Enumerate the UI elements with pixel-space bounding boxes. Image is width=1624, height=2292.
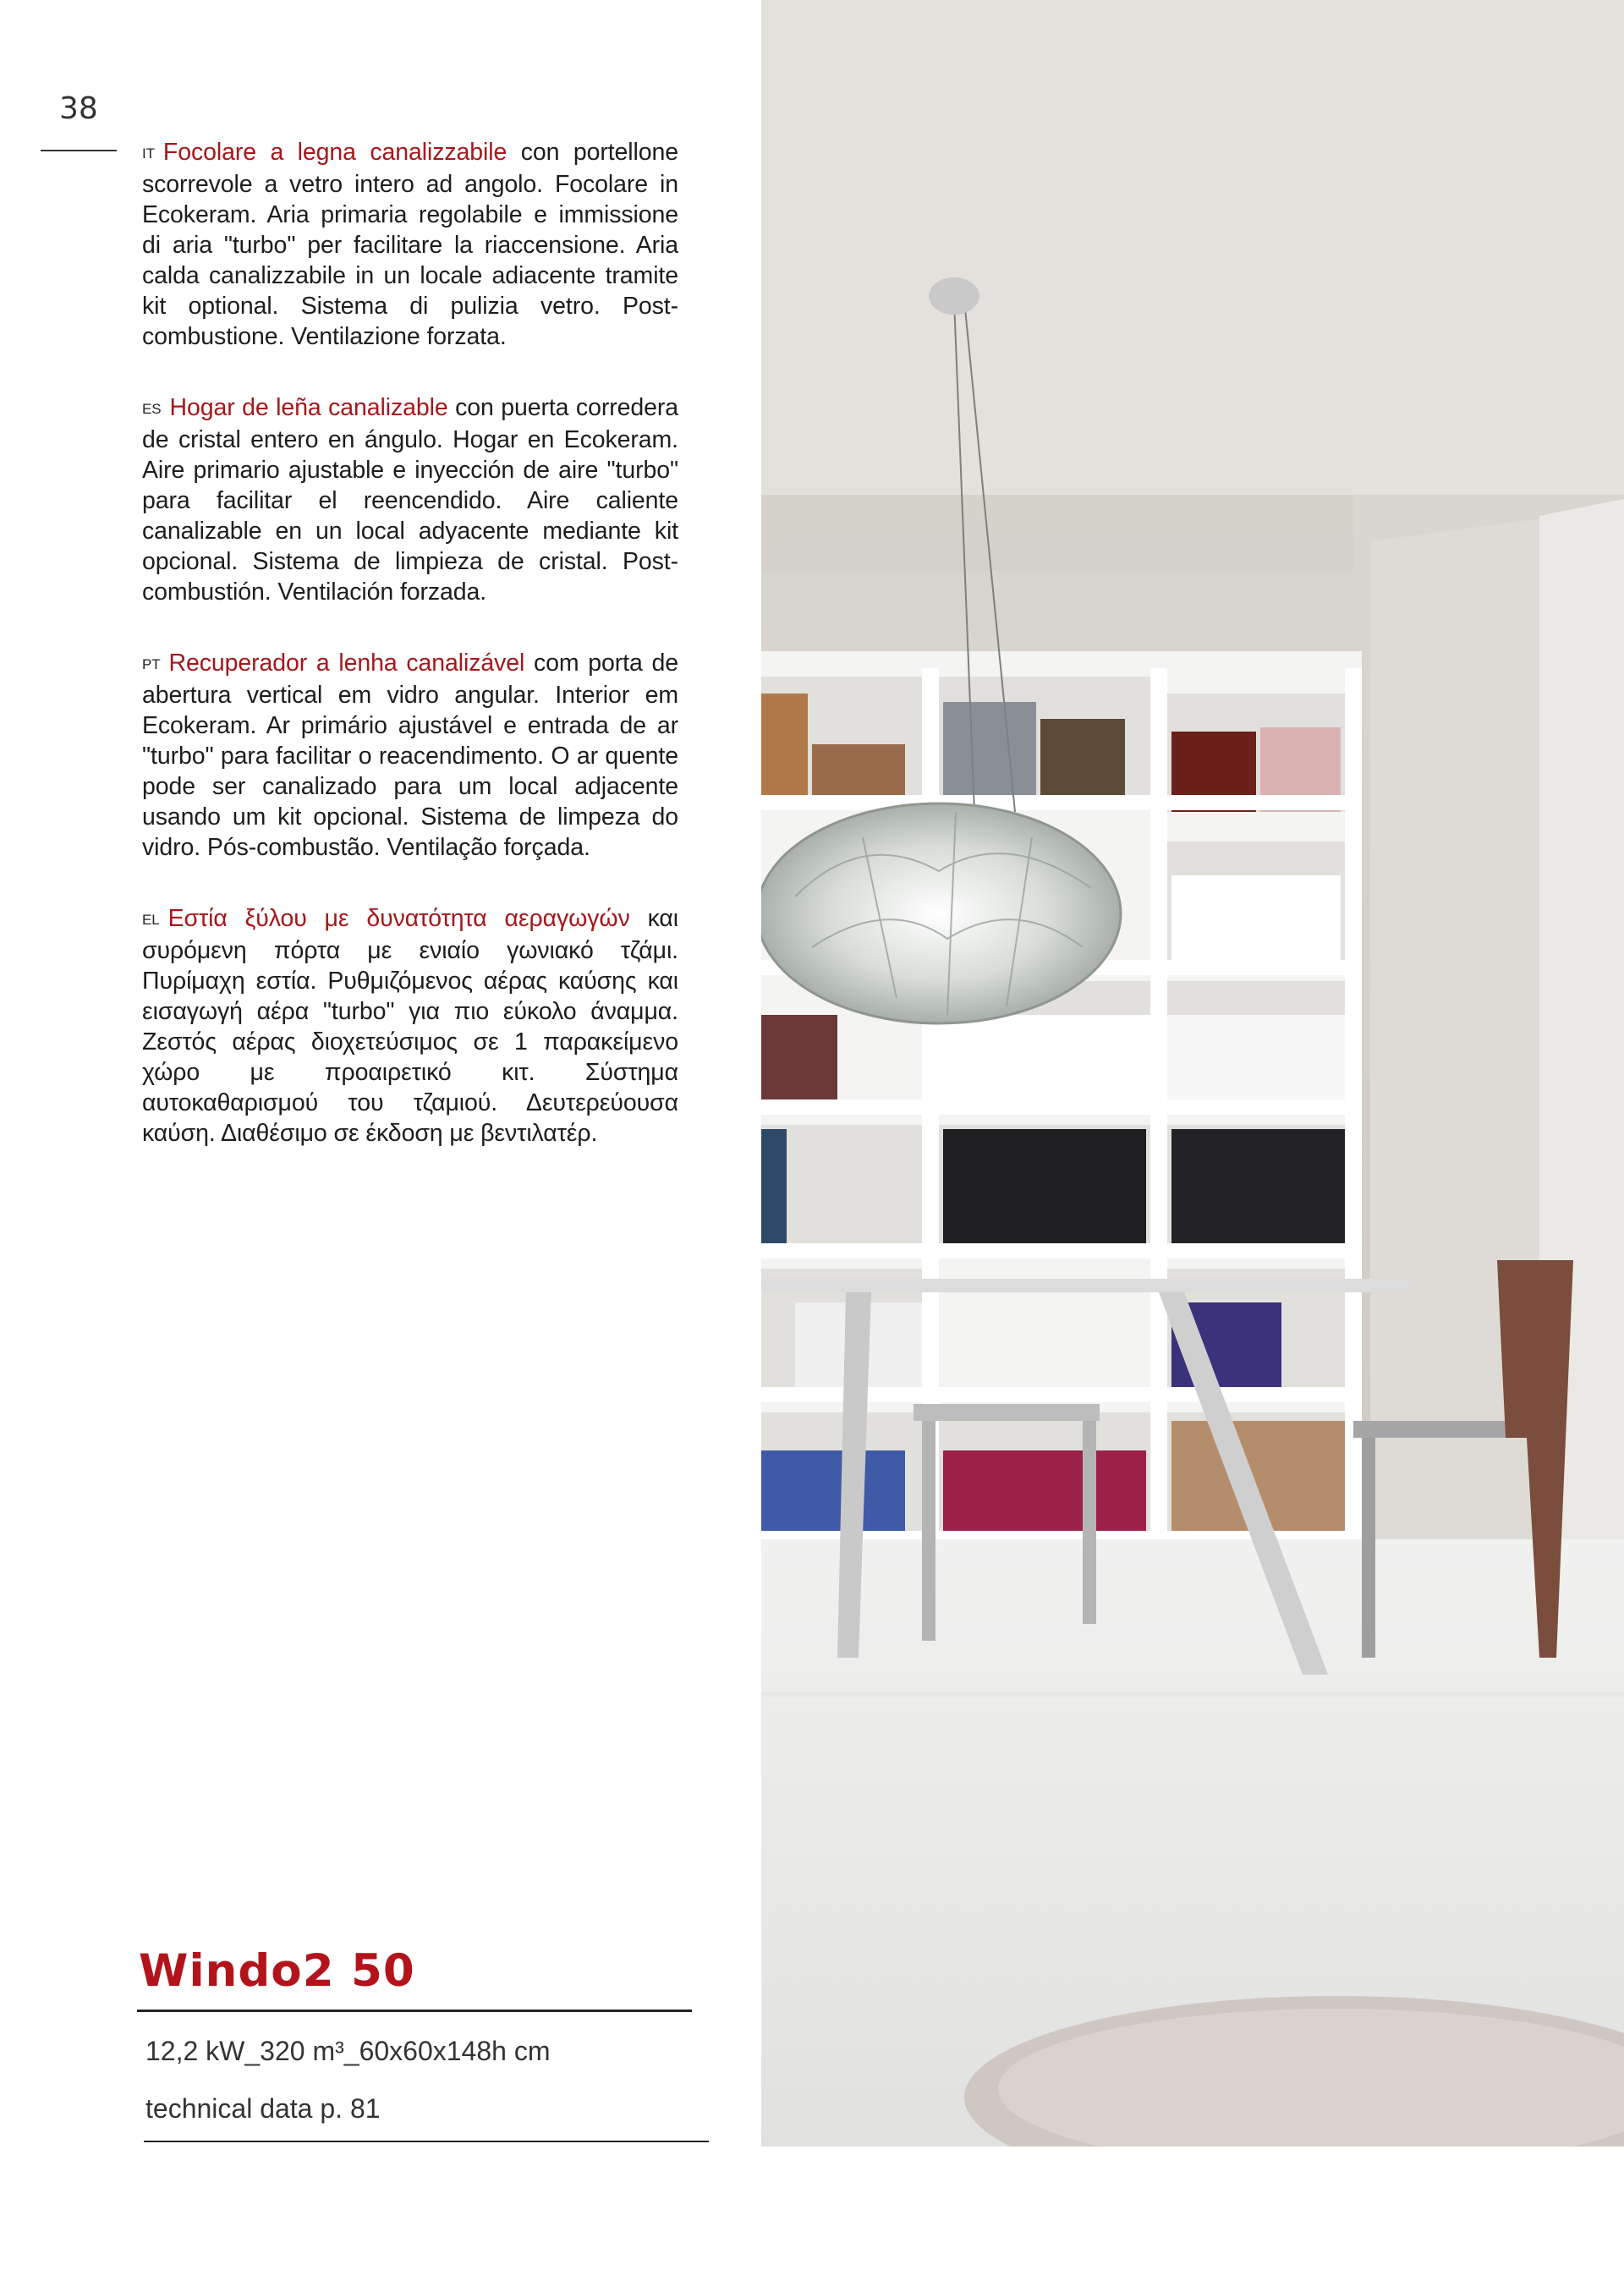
- interior-scene-illustration: [761, 0, 1624, 2147]
- language-code: IT: [142, 145, 155, 162]
- interior-photo: [761, 0, 1624, 2147]
- product-type-title: Εστία ξύλου με δυνατότητα αεραγωγών: [167, 905, 630, 932]
- description-text: και συρόμενη πόρτα με ενιαίο γωνιακό τζάμι. Πυρίμαχη εστία. Ρυθμιζόμενος αέρας καύσης και εισαγωγή αέρα "turbo" για πιο εύκολο άναμμα. Ζεστός αέρας διοχετεύσιμος σε 1 παρακείμενο χώρο με προαιρετικό κιτ. Σύστημα αυτοκαθαρισμού του τζαμιού. Δευτερεύουσα καύση. Διαθέσιμο σε έκδοση με βεντιλατέρ.: [142, 905, 678, 1147]
- description-block-pt: [142, 648, 678, 863]
- product-type-title: Recuperador a lenha canalizável: [168, 650, 525, 677]
- product-divider-top: [137, 2010, 692, 2012]
- description-text: con portellone scorrevole a vetro intero ad angolo. Focolare in Ecokeram. Aria primaria regolabile e immissione di aria "turbo" per facilitare la riaccensione. Aria calda canalizzabile in un locale adiacente tramite kit optional. Sistema di pulizia vetro. Post-combustione. Ventilazione forzata.: [142, 139, 678, 350]
- description-block-es: [142, 392, 678, 607]
- product-type-title: Focolare a legna canalizzabile: [162, 139, 508, 166]
- technical-data-reference: technical data p. 81: [145, 2093, 381, 2124]
- product-name: Windo2 50: [139, 1945, 415, 1997]
- product-divider-bottom: [144, 2141, 709, 2142]
- language-code: PT: [142, 656, 161, 672]
- description-block-el: [142, 903, 678, 1149]
- description-column: [142, 137, 678, 1189]
- description-block-it: [142, 137, 678, 352]
- product-type-title: Hogar de leña canalizable: [169, 394, 448, 421]
- language-code: EL: [142, 912, 160, 928]
- description-text: con puerta corredera de cristal entero en ángulo. Hogar en Ecokeram. Aire primario ajustable e inyección de aire "turbo" para facilitar el reencendido. Aire caliente canalizable en un local adyacente mediante kit opcional. Sistema de limpieza de cristal. Post-combustión. Ventilación forzada.: [142, 394, 678, 606]
- product-specs: 12,2 kW_320 m³_60x60x148h cm: [145, 2036, 551, 2066]
- description-text: com porta de abertura vertical em vidro angular. Interior em Ecokeram. Ar primário ajustável e entrada de ar "turbo" para facilitar o reacendimento. O ar quente pode ser canalizado para um local adjacente usando um kit opcional. Sistema de limpeza do vidro. Pós-combustão. Ventilação forçada.: [142, 650, 678, 861]
- product-info: [137, 1945, 695, 2142]
- page-number: 38: [59, 91, 98, 126]
- page-number-rule: [41, 150, 117, 151]
- language-code: ES: [142, 401, 162, 417]
